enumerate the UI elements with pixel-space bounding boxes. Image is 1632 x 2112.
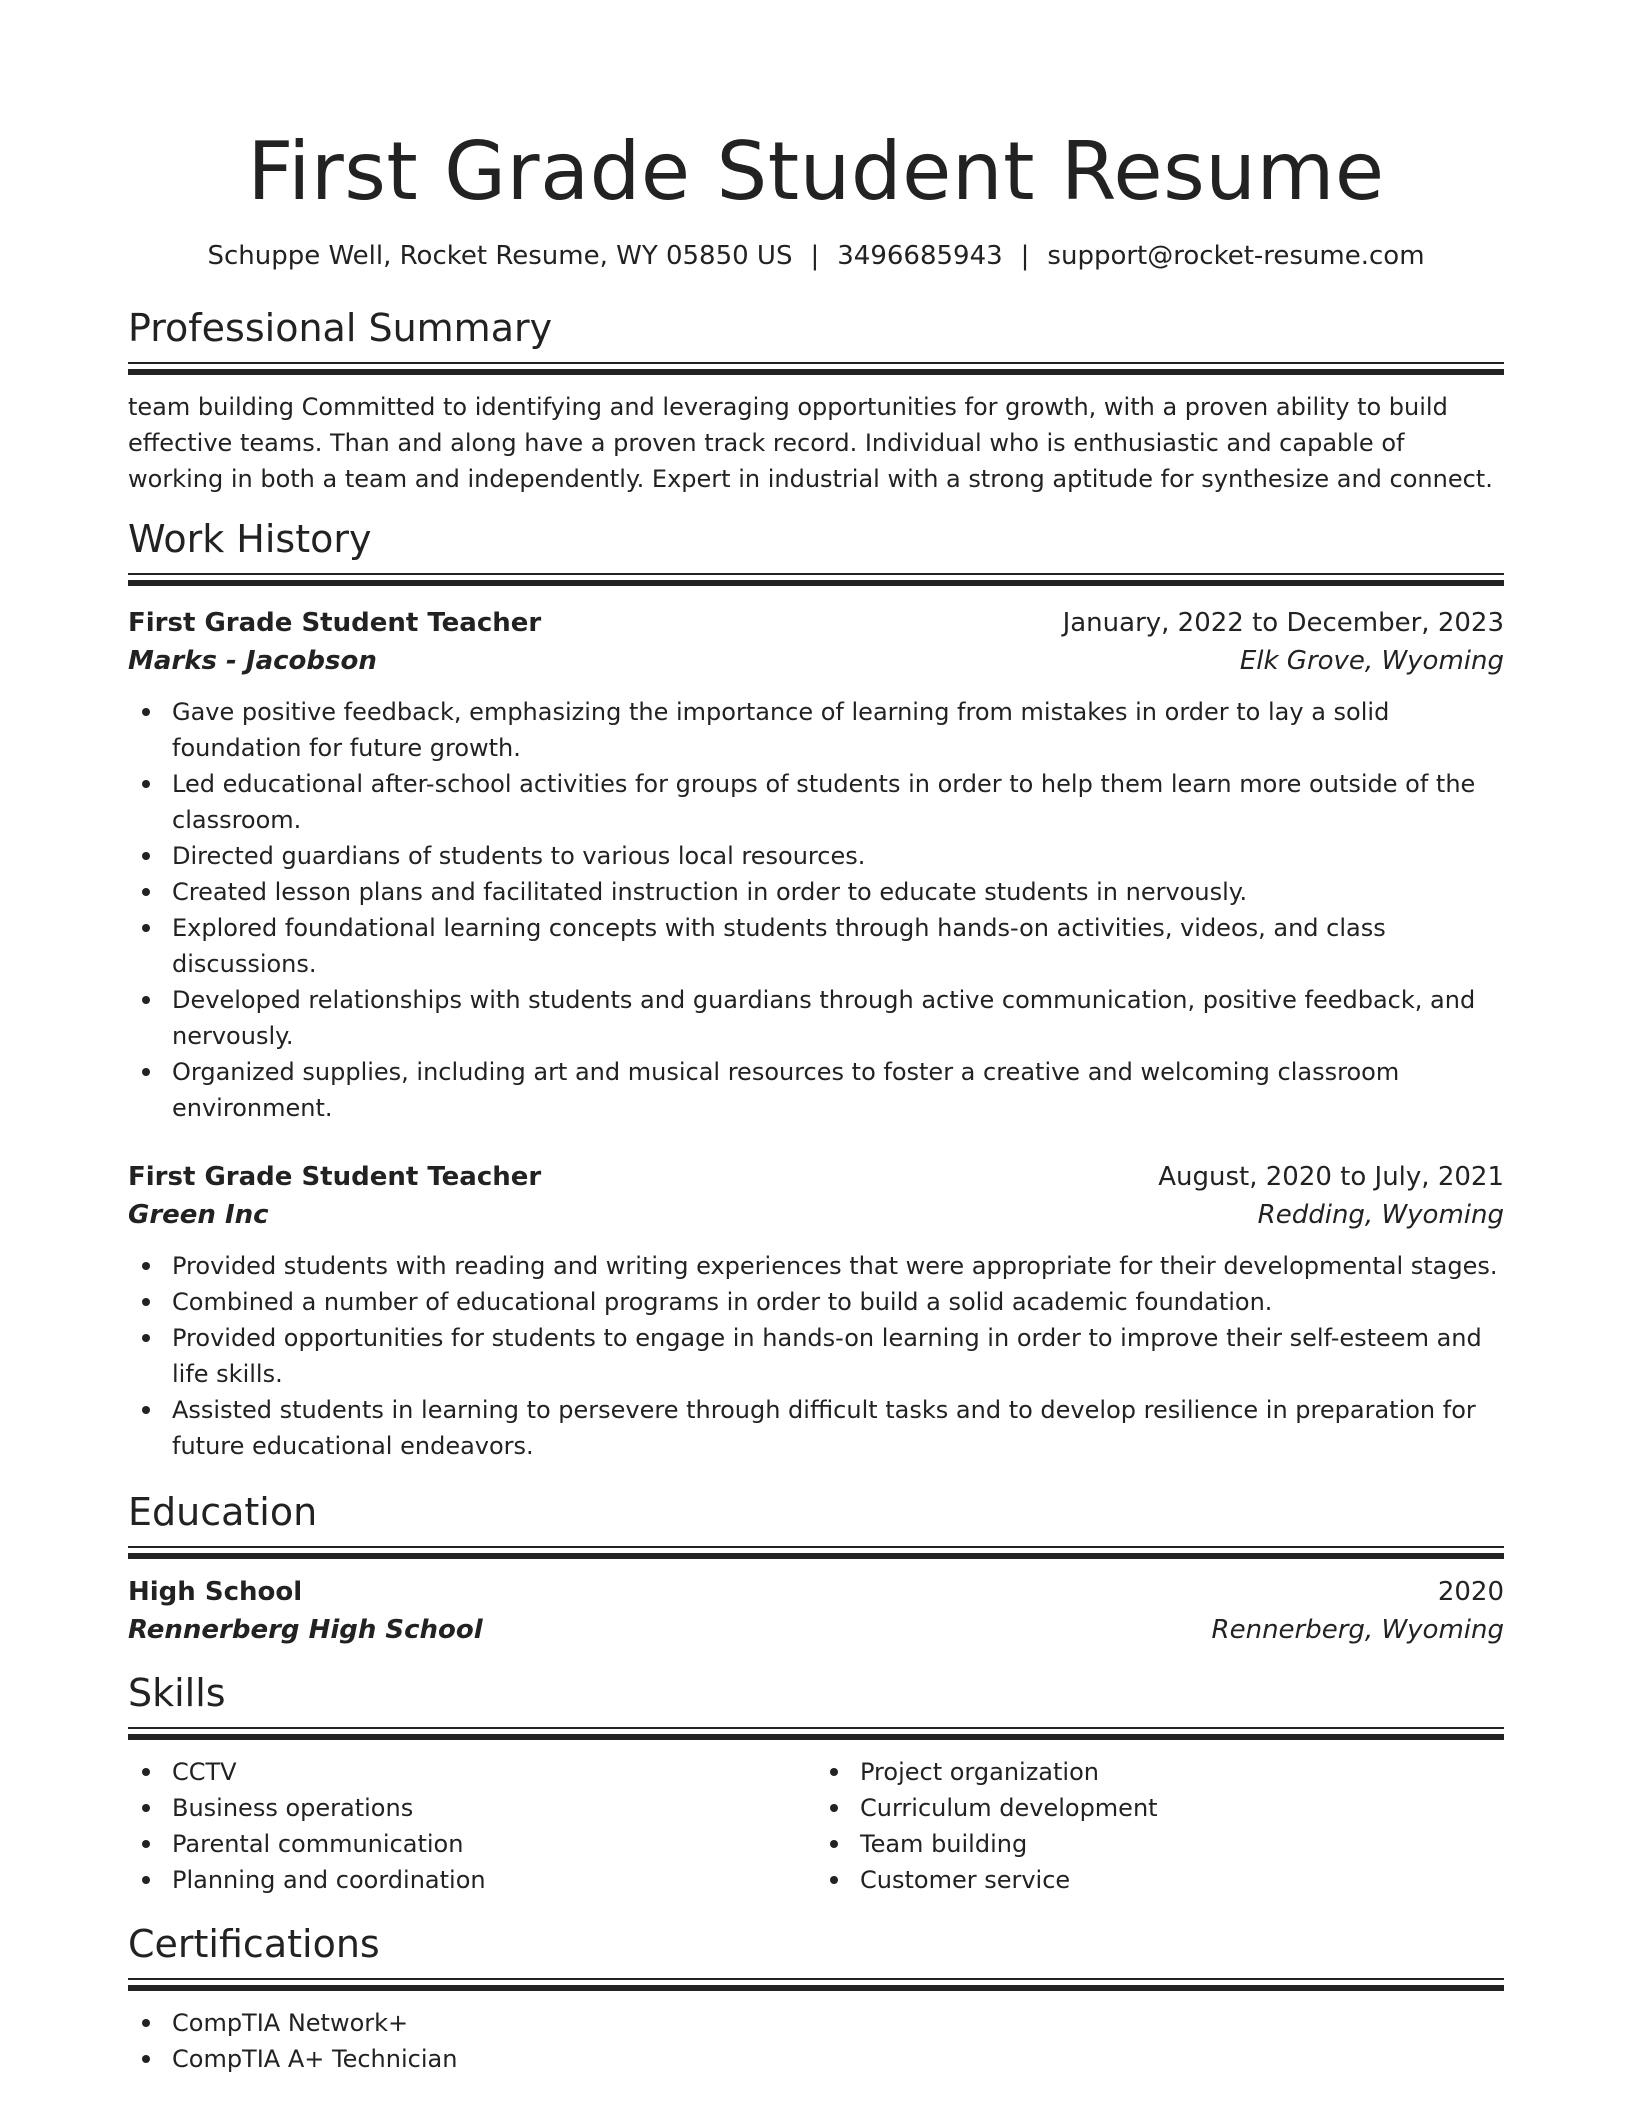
list-item: Business operations (128, 1790, 816, 1826)
education-degree: High School (128, 1577, 303, 1607)
section-divider (128, 1546, 1504, 1559)
contact-phone: 3496685943 (837, 241, 1003, 271)
contact-separator: | (810, 241, 820, 271)
job-company: Marks - Jacobson (128, 646, 377, 676)
list-item: Assisted students in learning to persevere through difficult tasks and to develop resilience in preparation for future educational endeavors. (128, 1392, 1504, 1464)
education-entry (128, 1573, 1504, 1649)
work-section (128, 515, 1504, 1464)
job-bullets (128, 1248, 1504, 1464)
list-item: CompTIA Network+ (128, 2005, 1504, 2041)
list-item: Project organization (816, 1754, 1504, 1790)
job-entry (128, 604, 1504, 1126)
list-item: Led educational after-school activities for groups of students in order to help them learn more outside of the classroom. (128, 766, 1504, 838)
section-title-work: Work History (128, 517, 372, 561)
job-header (128, 604, 1504, 642)
job-dates: January, 2022 to December, 2023 (1062, 608, 1504, 638)
list-item: Curriculum development (816, 1790, 1504, 1826)
list-item: CompTIA A+ Technician (128, 2041, 1504, 2077)
summary-section (128, 304, 1504, 497)
list-item: CCTV (128, 1754, 816, 1790)
job-entry (128, 1158, 1504, 1464)
contact-line (128, 238, 1504, 274)
job-title: First Grade Student Teacher (128, 1162, 542, 1192)
section-title-certifications: Certifications (128, 1922, 380, 1966)
certifications-section (128, 1920, 1504, 2077)
section-divider (128, 362, 1504, 375)
job-subheader (128, 1196, 1504, 1234)
education-school: Rennerberg High School (128, 1615, 483, 1645)
contact-email: support@rocket-resume.com (1047, 241, 1425, 271)
education-location: Rennerberg, Wyoming (1211, 1615, 1504, 1645)
skills-grid (128, 1754, 1504, 1898)
job-header (128, 1158, 1504, 1196)
job-subheader (128, 642, 1504, 680)
skills-right-column (816, 1754, 1504, 1898)
section-title-skills: Skills (128, 1671, 226, 1715)
education-section (128, 1488, 1504, 1649)
contact-address: Schuppe Well, Rocket Resume, WY 05850 US (207, 241, 793, 271)
list-item: Explored foundational learning concepts with students through hands-on activities, videos, and class discussions. (128, 910, 1504, 982)
resume-name: First Grade Student Resume (247, 125, 1385, 218)
summary-text: team building Committed to identifying and leveraging opportunities for growth, with a proven ability to build effective teams. Than and along have a proven track record. Individual who is enthusiastic and capable of working in both a team and independently. Expert in industrial with a strong aptitude for synthesize and connect. (128, 393, 1493, 493)
list-item: Combined a number of educational programs in order to build a solid academic foundation. (128, 1284, 1504, 1320)
job-location: Redding, Wyoming (1257, 1200, 1504, 1230)
education-header (128, 1573, 1504, 1611)
list-item: Parental communication (128, 1826, 816, 1862)
education-subheader (128, 1611, 1504, 1649)
skills-left-column (128, 1754, 816, 1898)
list-item: Developed relationships with students and guardians through active communication, positive feedback, and nervously. (128, 982, 1504, 1054)
section-divider (128, 1978, 1504, 1991)
list-item: Provided students with reading and writing experiences that were appropriate for their developmental stages. (128, 1248, 1504, 1284)
job-title: First Grade Student Teacher (128, 608, 542, 638)
list-item: Gave positive feedback, emphasizing the importance of learning from mistakes in order to lay a solid foundation for future growth. (128, 694, 1504, 766)
list-item: Provided opportunities for students to engage in hands-on learning in order to improve their self-esteem and life skills. (128, 1320, 1504, 1392)
job-dates: August, 2020 to July, 2021 (1158, 1162, 1504, 1192)
contact-separator: | (1020, 241, 1030, 271)
section-divider (128, 1727, 1504, 1740)
list-item: Directed guardians of students to various local resources. (128, 838, 1504, 874)
section-divider (128, 573, 1504, 586)
job-company: Green Inc (128, 1200, 269, 1230)
list-item: Customer service (816, 1862, 1504, 1898)
section-title-summary: Professional Summary (128, 306, 553, 350)
education-year: 2020 (1437, 1577, 1504, 1607)
certifications-list (128, 2005, 1504, 2077)
job-bullets (128, 694, 1504, 1126)
list-item: Organized supplies, including art and musical resources to foster a creative and welcoming classroom environment. (128, 1054, 1504, 1126)
skills-section (128, 1669, 1504, 1898)
list-item: Planning and coordination (128, 1862, 816, 1898)
section-title-education: Education (128, 1490, 318, 1534)
job-location: Elk Grove, Wyoming (1239, 646, 1504, 676)
list-item: Team building (816, 1826, 1504, 1862)
list-item: Created lesson plans and facilitated instruction in order to educate students in nervously. (128, 874, 1504, 910)
